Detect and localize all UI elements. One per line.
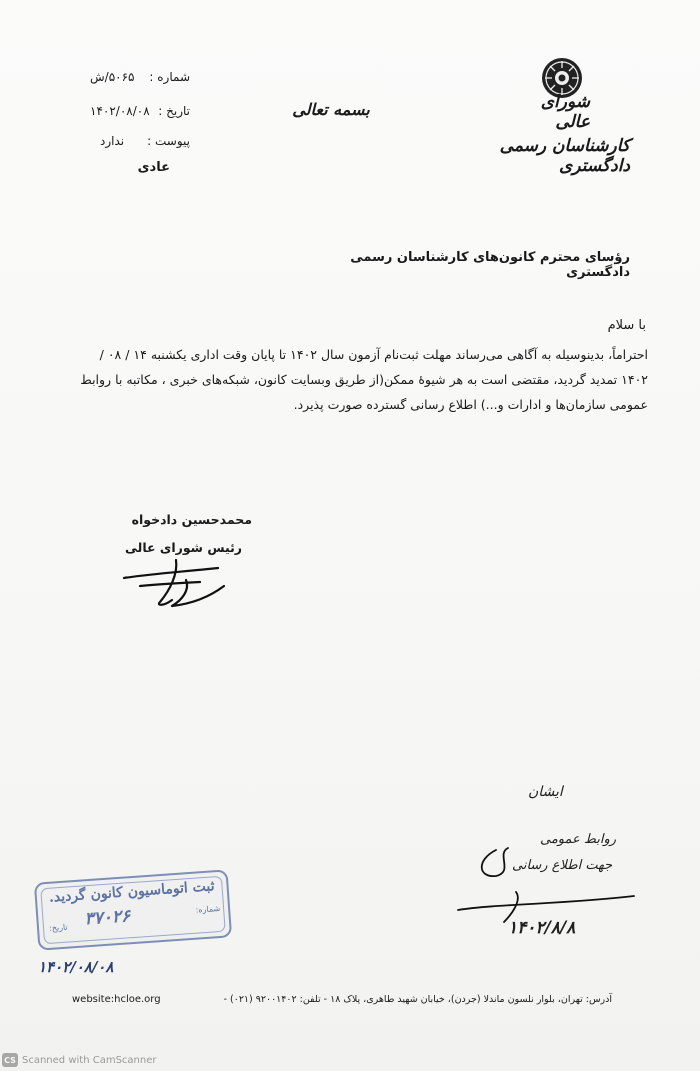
stamp-title: ثبت اتوماسیون کانون گردید. <box>48 878 216 906</box>
org-name-line1: شورای عالی <box>540 92 590 132</box>
letter-number <box>40 70 190 90</box>
paragraph-line: عمومی سازمان‌ها و ادارات و...) اطلاع رسانی گسترده صورت پذیرد. <box>293 397 648 412</box>
body-paragraph <box>28 342 648 417</box>
greeting: با سلام <box>607 318 646 333</box>
handwritten-note-2: روابط عمومی <box>540 832 617 847</box>
footer-address: آدرس: تهران، بلوار نلسون ماندلا (جردن)، خیابان شهید طاهری، پلاک ۱۸ - تلفن: ۹۲۰۰۱۴۰۲ (۰۲۱) - <box>223 994 612 1005</box>
letter-classification: عادی <box>137 160 170 175</box>
handwritten-signature <box>120 556 230 612</box>
letter-attachment-value: ندارد <box>100 134 125 148</box>
registration-stamp <box>34 869 232 950</box>
signer-title: رئیس شورای عالی <box>124 540 242 555</box>
handwritten-note-3: جهت اطلاع رسانی <box>512 858 613 873</box>
handwritten-note-1: ایشان <box>528 784 563 800</box>
stamp-number-value: ۳۷۰۲۶ <box>83 906 131 930</box>
letter-attachment-label: پیوست : <box>147 134 190 148</box>
letter-date <box>40 104 190 124</box>
paragraph-line: ۱۴۰۲ تمدید گردید، مقتضی است به هر شیوهٔ ممکن(از طریق وبسایت کانون، شبکه‌های خبری ، مکاتبه با روابط <box>80 372 648 387</box>
letter-number-value: ۵۰۶۵/ش <box>90 70 135 84</box>
letter-number-label: شماره : <box>149 70 190 84</box>
footer-website: website:hcloe.org <box>72 994 161 1005</box>
recipient-line: رؤسای محترم کانون‌های کارشناسان رسمی دادگستری <box>350 250 630 280</box>
paragraph-line: احتراماً، بدینوسیله به آگاهی می‌رساند مهلت ثبت‌نام آزمون سال ۱۴۰۲ تا پایان وقت اداری یکشنبه ۱۴ / ۰۸ / <box>99 347 648 362</box>
signer-name: محمدحسین دادخواه <box>131 512 252 527</box>
basmala: بسمه تعالی <box>292 100 370 119</box>
stamp-handwritten-date: ۱۴۰۲/۰۸/۰۸ <box>38 958 114 976</box>
stamp-number-label: شماره: <box>195 903 221 915</box>
stamp-date-label: تاریخ: <box>48 922 68 933</box>
scanner-text: Scanned with CamScanner <box>22 1054 157 1066</box>
letter-date-label: تاریخ : <box>158 104 190 118</box>
org-name-line2: کارشناسان رسمی دادگستری <box>499 136 630 176</box>
scanner-watermark <box>0 1050 200 1070</box>
camscanner-logo-icon: CS <box>2 1053 18 1067</box>
letter-date-value: ۱۴۰۲/۰۸/۰۸ <box>90 104 150 118</box>
letter-attachment <box>40 134 190 154</box>
handwritten-date: ۱۴۰۲/۸/۸ <box>508 918 576 938</box>
